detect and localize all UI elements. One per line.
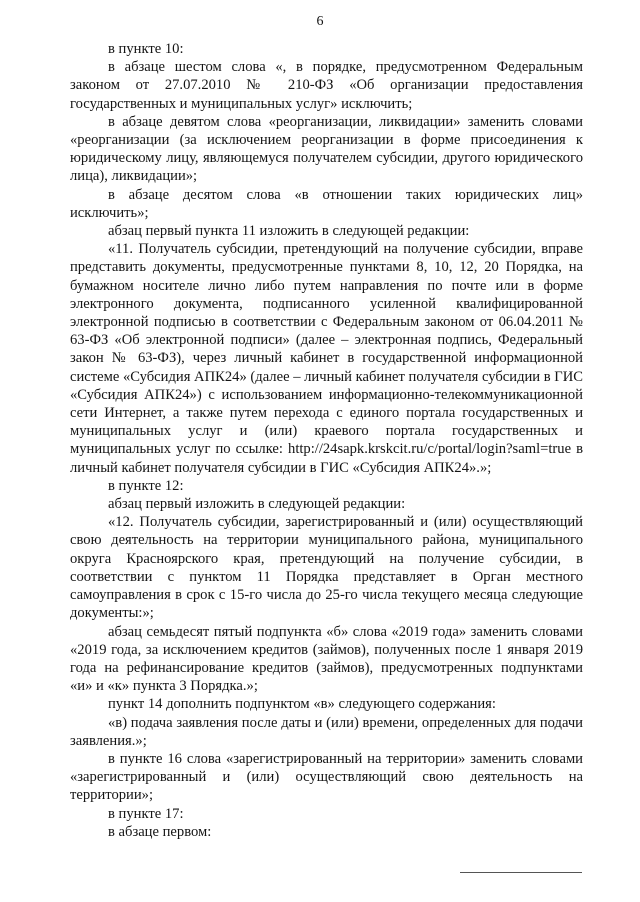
paragraph-2: в абзаце шестом слова «, в порядке, предусмотренном Федеральным законом от 27.07.2010 № 210-ФЗ «Об организации предоставления государственных и муниципальных услуг» исключить; (70, 59, 583, 112)
paragraph-14: в пункте 17: (108, 805, 184, 822)
paragraph-9: «12. Получатель субсидии, зарегистрированный и (или) осуществляющий свою деятельность на территории муниципального района, муниципального округа Красноярского края, претендующий на получение субсидии, в соответствии с пунктом 11 Порядка представляет в Орган местного самоуправления в срок с 15-го числа до 25-го числа текущего месяца следующие документы:»; (70, 514, 583, 622)
document-body (70, 40, 583, 841)
paragraph-1: в пункте 10: (108, 41, 184, 57)
page-number: 6 (316, 14, 324, 29)
paragraph-12: «в) подача заявления после даты и (или) времени, определенных для подачи заявления.»; (70, 714, 583, 749)
paragraph-13: в пункте 16 слова «зарегистрированный на территории» заменить словами «зарегистрированный и (или) осуществляющий свою деятельность на территории»; (70, 750, 583, 804)
footer-rule (460, 872, 582, 873)
paragraph-8: абзац первый изложить в следующей редакции: (108, 496, 406, 513)
paragraph-4: в абзаце десятом слова «в отношении таких юридических лиц» исключить»; (70, 186, 583, 221)
paragraph-10: абзац семьдесят пятый подпункта «б» слова «2019 года» заменить словами «2019 года, за исключением кредитов (займов), полученных после 1 января 2019 года на рефинансирование кредитов (займов), предусмотренных подпунктами «и» и «к» пункта 3 Порядка.»; (70, 623, 583, 695)
paragraph-3: в абзаце девятом слова «реорганизации, ликвидации» заменить словами «реорганизации (за исключением реорганизации в форме присоединения к юридическому лицу, являющемуся получателем субсидии, другого юридического лица), ликвидации»; (70, 113, 583, 185)
paragraph-15: в абзаце первом: (108, 823, 212, 840)
paragraph-7: в пункте 12: (108, 477, 184, 494)
paragraph-6: «11. Получатель субсидии, претендующий на получение субсидии, вправе представить документы, предусмотренные пунктами 8, 10, 12, 20 Порядка, на бумажном носителе лично либо путем направления по почте или в форме электронного документа, подписанного усиленной квалифицированной электронной подписью в соответствии с Федеральным законом от 06.04.2011 № 63-ФЗ «Об электронной подписи» (далее – электронная подпись, Федеральный закон № 63-ФЗ), через личный кабинет в государственной информационной системе «Субсидия АПК24» (далее – личный кабинет получателя субсидии в ГИС «Субсидия АПК24») с использованием информационно-телекоммуникационной сети Интернет, а также путем перехода с единого портала государственных и муниципальных услуг и (или) краевого портала государственных и муниципальных услуг по ссылке: http://24sapk.krskcit.ru/c/portal/login?saml=true в личный кабинет получателя субсидии в ГИС «Субсидия АПК24».»; (70, 241, 584, 476)
paragraph-5: абзац первый пункта 11 изложить в следующей редакции: (108, 223, 470, 240)
paragraph-11: пункт 14 дополнить подпунктом «в» следующего содержания: (108, 696, 496, 713)
